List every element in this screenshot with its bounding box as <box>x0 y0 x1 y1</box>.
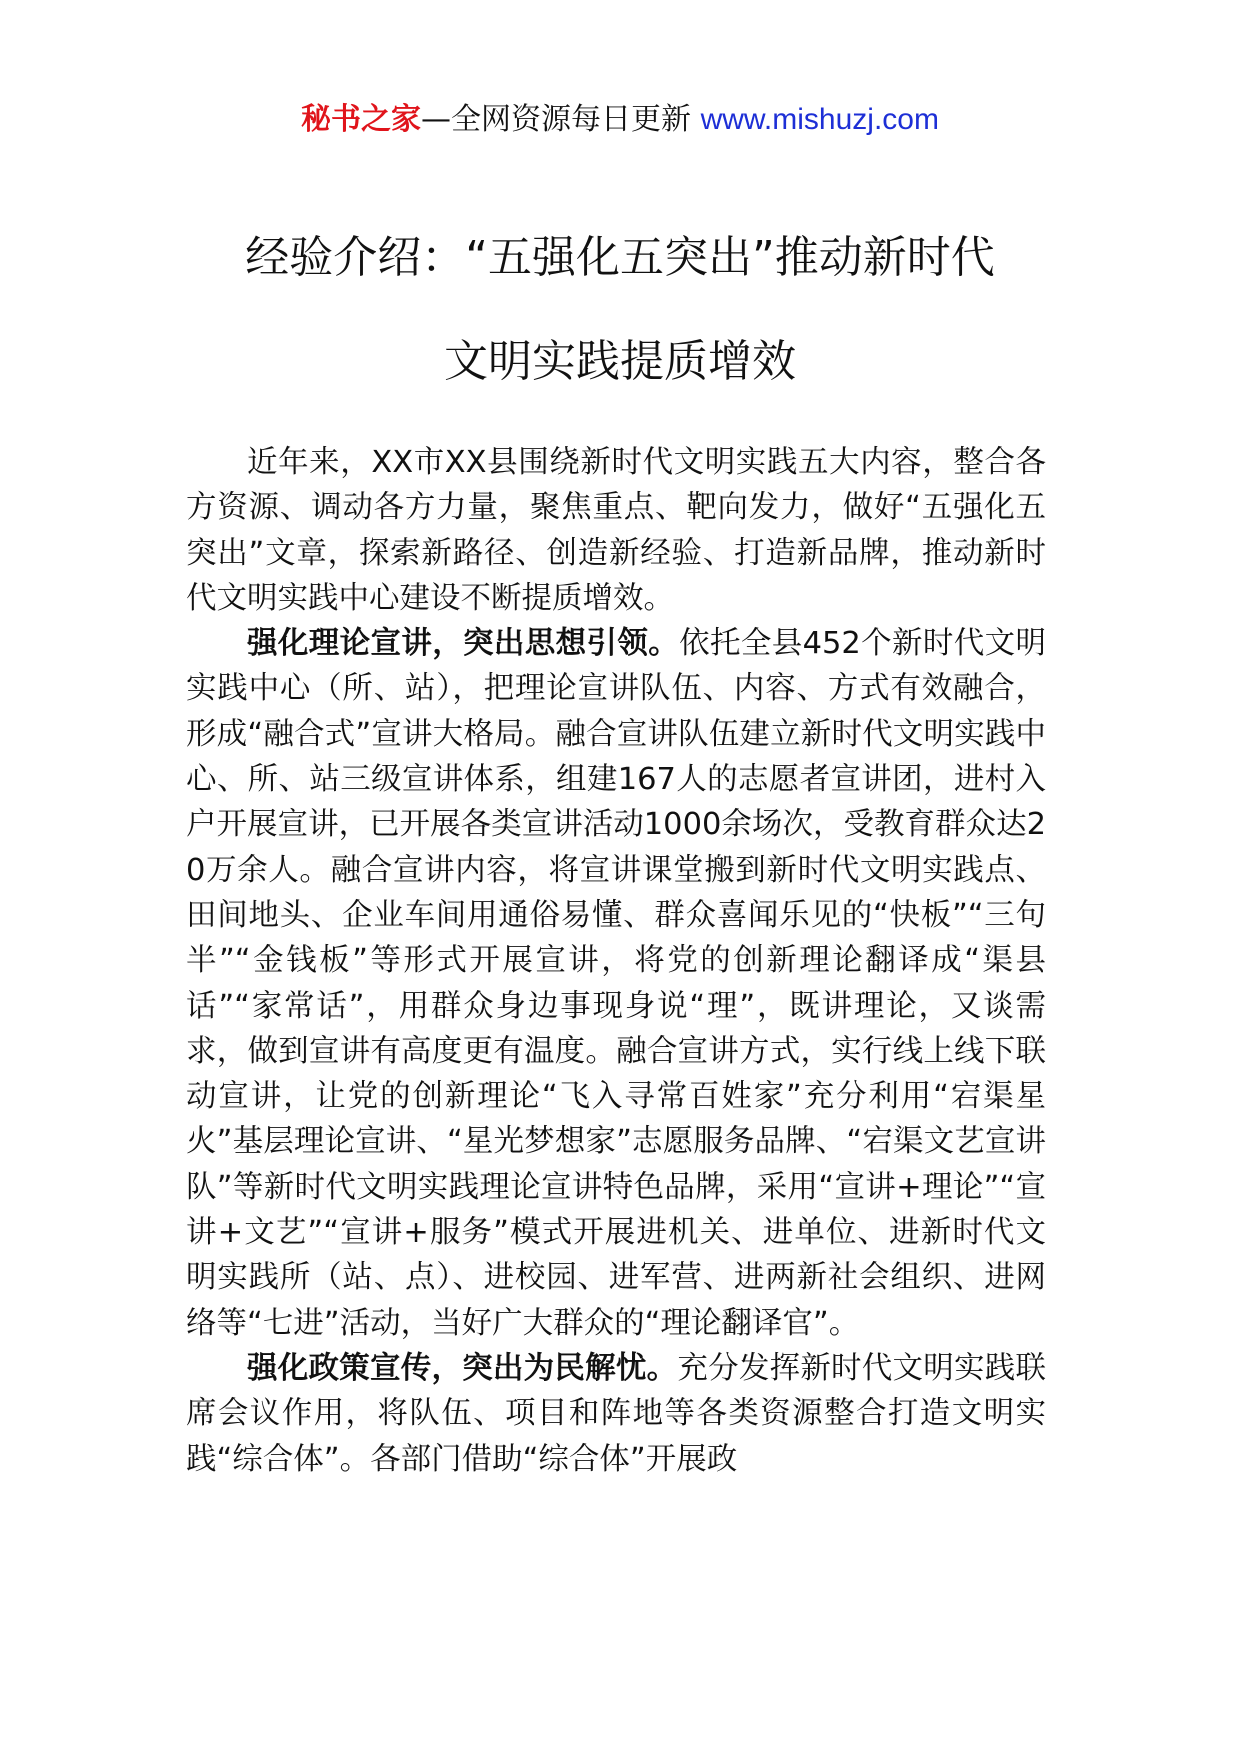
page-header <box>0 98 1240 142</box>
paragraph-text: 依托全县452个新时代文明实践中心（所、站），把理论宣讲队伍、内容、方式有效融合，形成“融合式”宣讲大格局。融合宣讲队伍建立新时代文明实践中心、所、站三级宣讲体系，组建167人的志愿者宣讲团，进村入户开展宣讲，已开展各类宣讲活动1000余场次，受教育群众达20万余人。融合宣讲内容，将宣讲课堂搬到新时代文明实践点、田间地头、企业车间用通俗易懂、群众喜闻乐见的“快板”“三句半”“金钱板”等形式开展宣讲，将党的创新理论翻译成“渠县话”“家常话”，用群众身边事现身说“理”，既讲理论，又谈需求，做到宣讲有高度更有温度。融合宣讲方式，实行线上线下联动宣讲，让党的创新理论“飞入寻常百姓家”充分利用“宕渠星火”基层理论宣讲、“星光梦想家”志愿服务品牌、“宕渠文艺宣讲队”等新时代文明实践理论宣讲特色品牌，采用“宣讲+理论”“宣讲+文艺”“宣讲+服务”模式开展进机关、进单位、进新时代文明实践所（站、点）、进校园、进军营、进两新社会组织、进网络等“七进”活动，当好广大群众的“理论翻译官”。 <box>186 626 1046 1341</box>
paragraph-intro <box>186 440 1046 621</box>
paragraph-policy-publicity <box>186 1346 1046 1482</box>
paragraph-text: 充分发挥新时代文明实践联席会议作用，将队伍、项目和阵地等各类资源整合打造文明实践“综合体”。各部门借助“综合体”开展政 <box>186 1350 1046 1477</box>
title-line-2: 文明实践提质增效 <box>444 336 796 387</box>
paragraph-lead-heading: 强化理论宣讲，突出思想引领。 <box>247 626 680 662</box>
paragraph-text: 近年来，XX市XX县围绕新时代文明实践五大内容，整合各方资源、调动各方力量，聚焦重点、靶向发力，做好“五强化五突出”文章，探索新路径、创造新经验、打造新品牌，推动新时代文明实践中心建设不断提质增效。 <box>186 445 1046 616</box>
site-url-link[interactable]: www.mishuzj.com <box>700 103 939 136</box>
title-line-1: 经验介绍：“五强化五突出”推动新时代 <box>245 232 995 283</box>
document-title <box>0 232 1240 388</box>
paragraph-lead-heading: 强化政策宣传，突出为民解忧。 <box>247 1350 678 1386</box>
header-tagline: —全网资源每日更新 <box>421 102 692 137</box>
brand-name: 秘书之家 <box>301 102 422 137</box>
document-body <box>186 440 1046 1482</box>
paragraph-theory-lecture <box>186 621 1046 1346</box>
